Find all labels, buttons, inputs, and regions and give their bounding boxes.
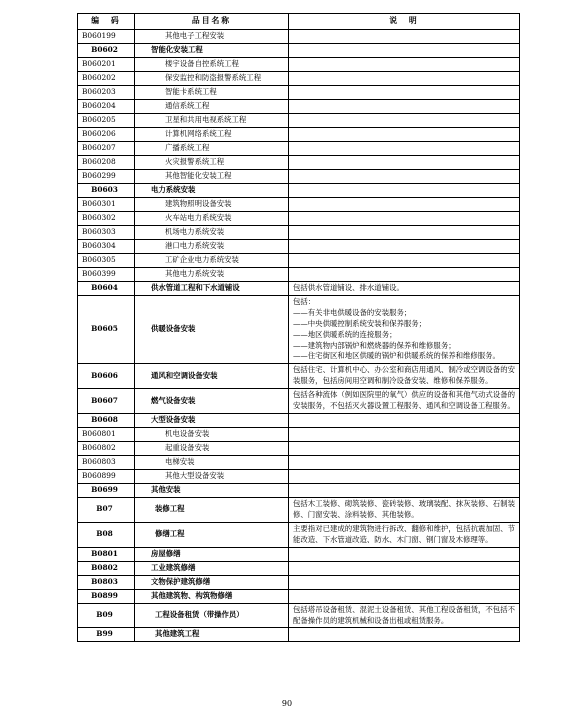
row-description <box>289 226 520 240</box>
row-description <box>289 413 520 427</box>
header-item-name: 品目名称 <box>135 14 289 30</box>
row-description: 主要指对已建成的建筑物进行拆改、翻修和维护，包括抗震加固、节能改造、下水管道改造、防水、木门窗、钢门窗及木修理等。 <box>289 522 520 547</box>
table-row <box>78 254 520 268</box>
row-code: B060208 <box>78 156 135 170</box>
row-description: 包括木工装修、砌筑装修、瓷砖装修、玻璃装配、抹灰装修、石制装修、门窗安装、涂料装修、其他装修。 <box>289 497 520 522</box>
row-code: B060302 <box>78 212 135 226</box>
row-description <box>289 254 520 268</box>
row-code: B060205 <box>78 114 135 128</box>
row-item-name: 通风和空调设备安装 <box>135 364 289 389</box>
table-row <box>78 128 520 142</box>
row-code: B060303 <box>78 226 135 240</box>
table-row <box>78 282 520 296</box>
row-description: 包括塔吊设备租赁、混泥土设备租赁、其他工程设备租赁，不包括不配备操作员的建筑机械和设备出租或租赁服务。 <box>289 603 520 628</box>
table-row <box>78 30 520 44</box>
row-code: B08 <box>78 522 135 547</box>
row-description <box>289 575 520 589</box>
row-description <box>289 427 520 441</box>
table-row <box>78 198 520 212</box>
table-row <box>78 483 520 497</box>
table-row <box>78 469 520 483</box>
row-description <box>289 30 520 44</box>
header-code: 编 码 <box>78 14 135 30</box>
row-code: B060802 <box>78 441 135 455</box>
row-code: B060299 <box>78 170 135 184</box>
row-item-name: 其他安装 <box>135 483 289 497</box>
row-item-name: 卫星和共用电视系统工程 <box>135 114 289 128</box>
table-row <box>78 86 520 100</box>
row-description <box>289 561 520 575</box>
row-item-name: 火灾报警系统工程 <box>135 156 289 170</box>
table-row <box>78 114 520 128</box>
row-description <box>289 441 520 455</box>
table-row <box>78 226 520 240</box>
row-description <box>289 547 520 561</box>
table-row <box>78 72 520 86</box>
row-item-name: 修缮工程 <box>135 522 289 547</box>
row-description <box>289 100 520 114</box>
row-description: 包括各种流体（例如医院里的氧气）供应的设备和其他气动式设备的安装服务，不包括灭火器设置工程服务、通风和空调设备工程服务。 <box>289 389 520 414</box>
row-code: B0801 <box>78 547 135 561</box>
row-item-name: 其他电子工程安装 <box>135 30 289 44</box>
row-description <box>289 156 520 170</box>
row-item-name: 机场电力系统安装 <box>135 226 289 240</box>
row-item-name: 其他建筑物、构筑物修缮 <box>135 589 289 603</box>
row-item-name: 港口电力系统安装 <box>135 240 289 254</box>
table-row <box>78 389 520 414</box>
row-item-name: 通信系统工程 <box>135 100 289 114</box>
row-code: B060199 <box>78 30 135 44</box>
table-row <box>78 184 520 198</box>
table-row <box>78 561 520 575</box>
table-row <box>78 100 520 114</box>
table-row <box>78 58 520 72</box>
row-item-name: 智能卡系统工程 <box>135 86 289 100</box>
table-row <box>78 427 520 441</box>
row-item-name: 保安监控和防盗报警系统工程 <box>135 72 289 86</box>
table-row <box>78 497 520 522</box>
row-item-name: 广播系统工程 <box>135 142 289 156</box>
row-description <box>289 212 520 226</box>
table-row <box>78 628 520 642</box>
row-description <box>289 128 520 142</box>
row-code: B060899 <box>78 469 135 483</box>
row-code: B0802 <box>78 561 135 575</box>
row-description <box>289 72 520 86</box>
row-description <box>289 483 520 497</box>
row-code: B09 <box>78 603 135 628</box>
row-description: 包括供水管道铺设、排水道铺设。 <box>289 282 520 296</box>
table-row <box>78 364 520 389</box>
header-description: 说 明 <box>289 14 520 30</box>
row-description <box>289 184 520 198</box>
table-row <box>78 240 520 254</box>
row-item-name: 其他建筑工程 <box>135 628 289 642</box>
table-row <box>78 441 520 455</box>
table-row <box>78 455 520 469</box>
row-item-name: 建筑物照明设备安装 <box>135 198 289 212</box>
row-item-name: 电梯安装 <box>135 455 289 469</box>
row-item-name: 其他电力系统安装 <box>135 268 289 282</box>
row-item-name: 房屋修缮 <box>135 547 289 561</box>
row-item-name: 工业建筑修缮 <box>135 561 289 575</box>
row-item-name: 供水管道工程和下水道铺设 <box>135 282 289 296</box>
row-code: B060399 <box>78 268 135 282</box>
row-code: B0607 <box>78 389 135 414</box>
row-code: B060305 <box>78 254 135 268</box>
row-description <box>289 44 520 58</box>
row-description <box>289 142 520 156</box>
row-item-name: 智能化安装工程 <box>135 44 289 58</box>
row-item-name: 装修工程 <box>135 497 289 522</box>
row-code: B060202 <box>78 72 135 86</box>
row-code: B0604 <box>78 282 135 296</box>
row-item-name: 工程设备租赁（带操作员） <box>135 603 289 628</box>
row-code: B060803 <box>78 455 135 469</box>
row-code: B0606 <box>78 364 135 389</box>
row-item-name: 大型设备安装 <box>135 413 289 427</box>
row-item-name: 楼宇设备自控系统工程 <box>135 58 289 72</box>
table-row <box>78 170 520 184</box>
row-description <box>289 455 520 469</box>
row-item-name: 电力系统安装 <box>135 184 289 198</box>
row-item-name: 机电设备安装 <box>135 427 289 441</box>
row-description: 包括住宅、计算机中心、办公室和商店用通风、制冷或空调设备的安装服务，包括房间用空调和制冷设备安装、维修和保养服务。 <box>289 364 520 389</box>
row-code: B060204 <box>78 100 135 114</box>
table-body <box>78 30 520 642</box>
row-code: B060203 <box>78 86 135 100</box>
row-code: B99 <box>78 628 135 642</box>
row-code: B0602 <box>78 44 135 58</box>
row-item-name: 燃气设备安装 <box>135 389 289 414</box>
row-description <box>289 268 520 282</box>
table-row <box>78 212 520 226</box>
table-row <box>78 603 520 628</box>
row-code: B0605 <box>78 295 135 363</box>
row-code: B060201 <box>78 58 135 72</box>
row-description <box>289 589 520 603</box>
table-row <box>78 413 520 427</box>
row-code: B060304 <box>78 240 135 254</box>
row-code: B0699 <box>78 483 135 497</box>
row-item-name: 文物保护建筑修缮 <box>135 575 289 589</box>
table-row <box>78 575 520 589</box>
row-item-name: 其他智能化安装工程 <box>135 170 289 184</box>
row-item-name: 起重设备安装 <box>135 441 289 455</box>
row-description <box>289 58 520 72</box>
row-code: B0899 <box>78 589 135 603</box>
row-description: 包括： ——有关非电供暖设备的安装服务； ——中央供暖控制系统安装和保养服务； ——地区供暖系统的连接服务； ——建筑物内部锅炉和燃烧器的保养和维修服务； ——住宅街区和地区供暖的锅炉和供暖系统的保养和维修服务。 <box>289 295 520 363</box>
row-code: B0603 <box>78 184 135 198</box>
row-description <box>289 240 520 254</box>
table-row <box>78 142 520 156</box>
table-row <box>78 589 520 603</box>
table-row <box>78 522 520 547</box>
table-row <box>78 44 520 58</box>
row-description <box>289 114 520 128</box>
row-code: B060301 <box>78 198 135 212</box>
row-code: B060206 <box>78 128 135 142</box>
row-description <box>289 628 520 642</box>
row-item-name: 工矿企业电力系统安装 <box>135 254 289 268</box>
row-description <box>289 469 520 483</box>
row-description <box>289 86 520 100</box>
row-description <box>289 198 520 212</box>
table-row <box>78 156 520 170</box>
table-header-row <box>78 14 520 30</box>
row-code: B0608 <box>78 413 135 427</box>
row-code: B060207 <box>78 142 135 156</box>
row-item-name: 计算机网络系统工程 <box>135 128 289 142</box>
row-item-name: 供暖设备安装 <box>135 295 289 363</box>
row-item-name: 其他大型设备安装 <box>135 469 289 483</box>
table-row <box>78 547 520 561</box>
catalog-table <box>77 13 520 642</box>
row-code: B07 <box>78 497 135 522</box>
row-item-name: 火车站电力系统安装 <box>135 212 289 226</box>
table-row <box>78 268 520 282</box>
row-code: B0803 <box>78 575 135 589</box>
page-number: 90 <box>281 699 293 708</box>
row-description <box>289 170 520 184</box>
table-row <box>78 295 520 363</box>
row-code: B060801 <box>78 427 135 441</box>
